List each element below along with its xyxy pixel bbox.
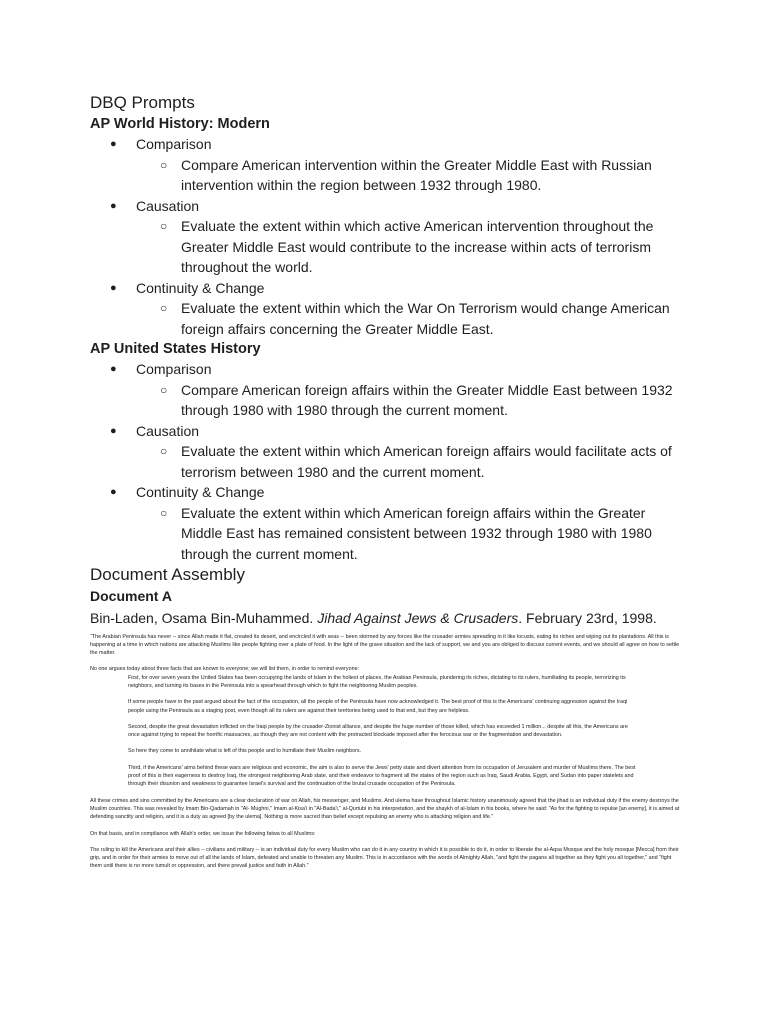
page-title: DBQ Prompts (90, 93, 195, 112)
list-item-label: Comparison (136, 136, 212, 152)
bullet-circle-icon: ○ (160, 505, 168, 520)
excerpt-paragraph: All these crimes and sins committed by the Americans are a clear declaration of war on Allah, his messenger, and Muslims. And ulema have throughout Islamic history unanimously agreed that the jihad is an individual duty if the enemy destroys the Muslim countries. This was revealed by Imam Bin-Qadamah in "Al- Mughni," Imam al-Kisa'i in "Al-Bada'i," al-Qurtubi in his interpretation, and the shaykh of al-Islam in his books, where he said: "As for the fighting to repulse [an enemy], it is aimed at defending sanctity and religion, and it is a duty as agreed [by the ulema]. Nothing is more sacred than belief except repulsing an enemy who is attacking religion and life." (90, 797, 680, 821)
list-item-label: Causation (136, 422, 200, 439)
list-item (90, 359, 680, 380)
bullet-circle-icon: ○ (160, 219, 168, 233)
sub-list-text: Evaluate the extent within which active American intervention throughout the Greater Middle East would contribute to the increase within acts of terrorism throughout the world. (181, 218, 654, 275)
excerpt-paragraph: So here they come to annihilate what is left of this people and to humiliate their Muslim neighbors. (128, 748, 362, 755)
sub-list-item (90, 380, 680, 421)
assembly-heading: Document Assembly (90, 565, 245, 584)
excerpt-paragraph: If some people have in the past argued about the fact of the occupation, all the people of the Peninsula have now acknowledged it. The best proof of this is the Americans' continuing aggression against the Iraqi people using the Peninsula as a staging post, even though all its rulers are against their territories being used to that end, but they are helpless. (128, 699, 628, 714)
bullet-dot-icon: ● (110, 281, 117, 294)
excerpt-paragraph: The ruling to kill the Americans and their allies -- civilians and military -- is an individual duty for every Muslim who can do it in any country in which it is possible to do it, in order to liberate the al-Aqsa Mosque and the holy mosque [Mecca] from their grip, and in order for their armies to move out of all the lands of Islam, defeated and unable to threaten any Muslim. This is in accordance with the words of Almighty Allah, "and fight the pagans all together as they fight you all together," and "fight them until there is no more tumult or oppression, and there prevail justice and faith in Allah." (90, 846, 679, 870)
citation-title: Jihad Against Jews & Crusaders (317, 610, 519, 626)
list-item (90, 196, 680, 217)
section-heading-world: AP World History: Modern (90, 116, 270, 132)
citation (90, 608, 680, 629)
bullet-dot-icon: ● (110, 138, 117, 150)
list-item (90, 134, 680, 155)
sub-list-text: Evaluate the extent within which American foreign affairs would facilitate acts of terrorism between 1980 and the current moment. (181, 443, 672, 480)
excerpt-paragraph: No one argues today about three facts that are known to everyone; we will list them, in order to remind everyone: (90, 666, 360, 673)
section-heading-us: AP United States History (90, 341, 261, 357)
sub-list-item (90, 298, 680, 339)
sub-list-text: Compare American foreign affairs within the Greater Middle East between 1932 through 1980 with 1980 through the current moment. (181, 381, 673, 418)
bullet-dot-icon: ● (110, 199, 117, 212)
citation-date: . February 23rd, 1998. (518, 610, 657, 626)
sub-list-text: Evaluate the extent within which the War On Terrorism would change American foreign affairs concerning the Greater Middle East. (181, 300, 670, 337)
sub-list-item (90, 216, 680, 278)
bullet-dot-icon: ● (110, 486, 117, 498)
bullet-circle-icon: ○ (160, 157, 168, 172)
list-item (90, 421, 680, 442)
bullet-dot-icon: ● (110, 363, 117, 375)
excerpt-paragraph: On that basis, and in compliance with Allah's order, we issue the following fatwa to all Muslims: (90, 830, 316, 837)
bullet-circle-icon: ○ (160, 301, 168, 315)
list-item (90, 278, 680, 299)
sub-list-item (90, 441, 680, 482)
sub-list-text: Evaluate the extent within which American foreign affairs within the Greater Middle East has remained consistent between 1932 through 1980 with 1980 through the current moment. (181, 504, 652, 562)
document-excerpt (90, 633, 680, 871)
list-item (90, 482, 680, 503)
sub-list-item (90, 155, 680, 196)
list-item-label: Continuity & Change (136, 484, 265, 500)
excerpt-paragraph: Second, despite the great devastation inflicted on the Iraqi people by the crusader-Zionist alliance, and despite the huge number of those killed, which has exceeded 1 million... despite all this, the Americans are once against trying to repeat the horrific massacres, as though they are not content with the protracted blockade imposed after the ferocious war or the fragmentation and devastation. (128, 723, 628, 739)
sub-list-item (90, 503, 680, 565)
sub-list-text: Compare American intervention within the Greater Middle East with Russian intervention within the region between 1932 through 1980. (181, 156, 652, 193)
bullet-circle-icon: ○ (160, 382, 168, 397)
excerpt-paragraph: “The Arabian Peninsula has never -- since Allah made it flat, created its desert, and encircled it with seas -- been stormed by any forces like the crusader armies spreading in it like locusts, eating its riches and wiping out its plantations. All this is happening at a time in which nations are attacking Muslims like people fighting over a plate of food. In the light of the grave situation and the lack of support, we and you are obliged to discuss current events, and we should all agree on how to settle the matter. (90, 633, 680, 657)
excerpt-paragraph: Third, if the Americans' aims behind these wars are religious and economic, the aim is also to serve the Jews' petty state and divert attention from its occupation of Jerusalem and murder of Muslims there. The best proof of this is their eagerness to destroy Iraq, the strongest neighboring Arab state, and their endeavor to fragment all the states of the region such as Iraq, Saudi Arabia, Egypt, and Sudan into paper statelets and through their disunion and weakness to guarantee Israel's survival and the continuation of the brutal crusade occupation of the Peninsula. (128, 764, 636, 788)
bullet-circle-icon: ○ (160, 444, 168, 458)
bullet-dot-icon: ● (110, 424, 117, 437)
list-item-label: Comparison (136, 361, 212, 377)
list-item-label: Causation (136, 197, 200, 214)
document-page (90, 92, 680, 879)
citation-author: Bin-Laden, Osama Bin-Muhammed. (90, 610, 318, 626)
excerpt-paragraph: First, for over seven years the United States has been occupying the lands of Islam in the holiest of places, the Arabian Peninsula, plundering its riches, dictating to its rulers, humiliating its people, terrorizing its neighbors, and turning its bases in the Peninsula into a spearhead through which to fight the neighboring Muslim peoples. (128, 674, 626, 689)
list-item-label: Continuity & Change (136, 279, 265, 296)
document-label: Document A (90, 588, 172, 604)
